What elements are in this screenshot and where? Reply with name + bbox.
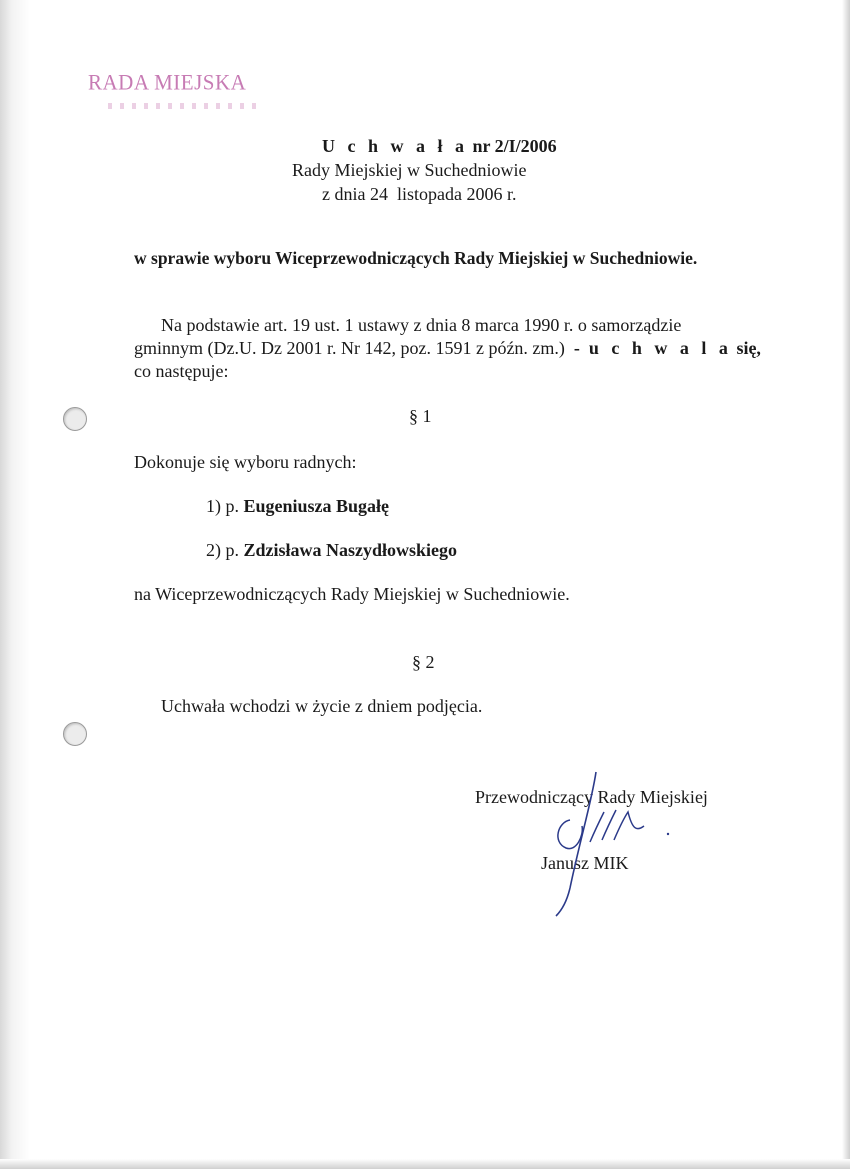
date-prefix: z dnia (322, 184, 366, 204)
preamble-line-1: Na podstawie art. 19 ust. 1 ustawy z dnia 8 marca 1990 r. o samorządzie (161, 315, 682, 335)
resolution-date (322, 184, 516, 205)
elected-item-number: 1) p. (206, 496, 239, 516)
punch-hole (63, 407, 87, 431)
elected-item-name: Zdzisława Naszydłowskiego (243, 540, 458, 560)
preamble-line-2 (134, 338, 761, 359)
signatory-role: Przewodniczący Rady Miejskiej (475, 787, 708, 807)
section-1-closing: na Wiceprzewodniczących Rady Miejskiej w Suchedniowie. (134, 584, 570, 604)
resolution-title (322, 136, 557, 157)
resolution-issuer: Rady Miejskiej w Suchedniowie (292, 160, 527, 180)
resolution-subject: w sprawie wyboru Wiceprzewodniczących Rady Miejskiej w Suchedniowie. (134, 248, 698, 268)
section-2-heading: § 2 (412, 652, 435, 672)
stamp-faded-line (108, 103, 258, 109)
preamble-keyword-end: się, (736, 338, 761, 358)
date-rest: listopada 2006 r. (396, 184, 517, 204)
council-stamp: RADA MIEJSKA (88, 69, 247, 95)
handwritten-signature (540, 770, 680, 920)
preamble-keyword: u c h w a l a (588, 338, 732, 358)
page-edge-shadow-bottom (0, 1159, 850, 1169)
date-day: 24 (369, 184, 388, 204)
signatory-name: Janusz MIK (541, 853, 629, 873)
preamble-legal-basis: gminnym (Dz.U. Dz 2001 r. Nr 142, poz. 1591 z późn. zm.) (134, 338, 565, 358)
section-1-intro: Dokonuje się wyboru radnych: (134, 452, 357, 472)
section-2-text: Uchwała wchodzi w życie z dniem podjęcia. (161, 696, 483, 716)
page-edge-shadow-right (842, 0, 850, 1169)
section-1-heading: § 1 (409, 406, 432, 426)
preamble-dash: - (573, 338, 580, 358)
elected-item-name: Eugeniusza Bugałę (243, 496, 390, 516)
page-edge-shadow (0, 0, 34, 1169)
preamble-line-3: co następuje: (134, 361, 229, 381)
elected-item (206, 496, 389, 517)
punch-hole (63, 722, 87, 746)
elected-item (206, 540, 457, 561)
resolution-title-word: U c h w a ł a (322, 136, 468, 156)
elected-item-number: 2) p. (206, 540, 239, 560)
resolution-number: nr 2/I/2006 (472, 136, 557, 156)
